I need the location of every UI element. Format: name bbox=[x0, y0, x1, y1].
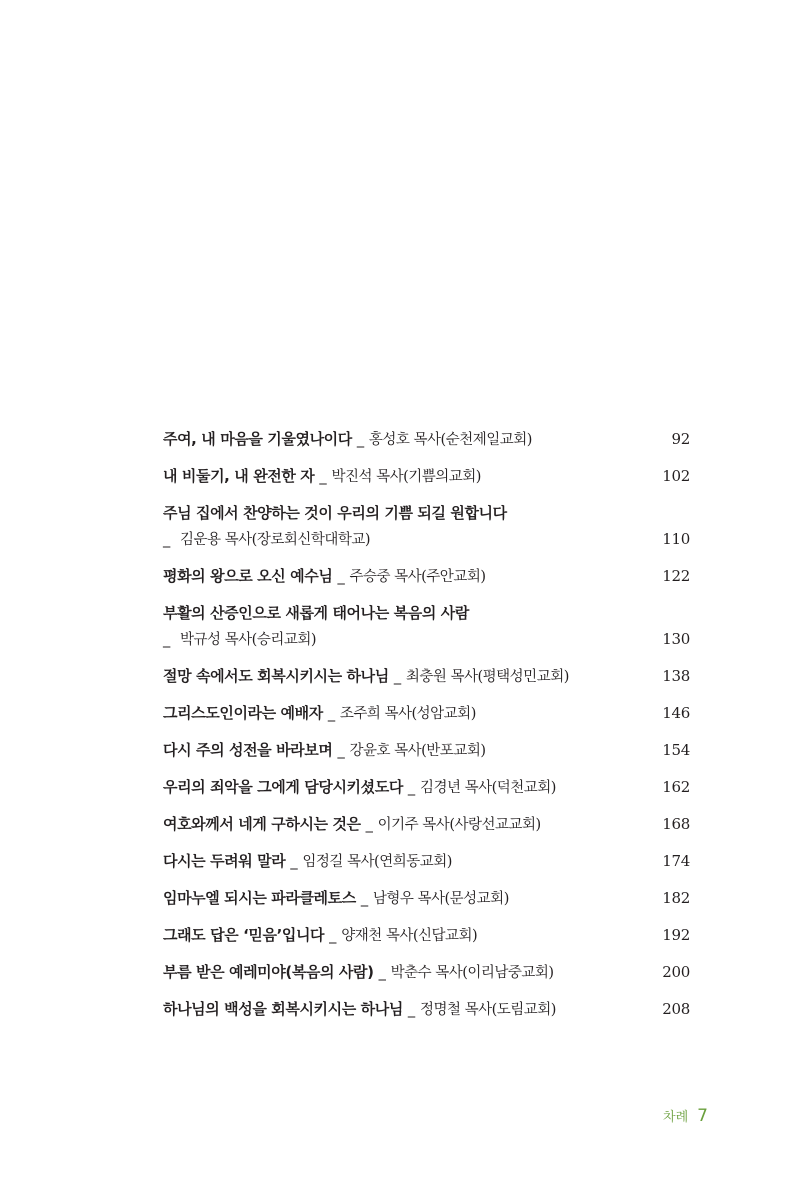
toc-page-number: 92 bbox=[671, 430, 690, 448]
toc-author: 남형우 목사(문성교회) bbox=[372, 891, 509, 907]
footer-section-label: 차례 bbox=[663, 1110, 689, 1125]
toc-entry bbox=[163, 811, 690, 837]
toc-entry bbox=[163, 463, 690, 489]
toc-separator: _ bbox=[360, 891, 369, 907]
table-of-contents bbox=[163, 426, 690, 1033]
toc-separator: _ bbox=[319, 469, 327, 485]
toc-entry bbox=[163, 885, 690, 911]
toc-separator: _ bbox=[407, 780, 416, 796]
toc-author: 강윤호 목사(반포교회) bbox=[349, 743, 486, 759]
toc-page-number: 192 bbox=[662, 926, 690, 944]
toc-entry bbox=[163, 959, 690, 985]
toc-author: 이기주 목사(사랑선교교회) bbox=[377, 817, 541, 833]
toc-title: 다시 주의 성전을 바라보며 bbox=[163, 741, 333, 759]
toc-title: 하나님의 백성을 회복시키시는 하나님 bbox=[163, 1000, 403, 1018]
toc-entry bbox=[163, 922, 690, 948]
toc-title: 절망 속에서도 회복시키시는 하나님 bbox=[163, 667, 389, 685]
toc-page-number: 154 bbox=[662, 741, 690, 759]
toc-entry bbox=[163, 700, 690, 726]
toc-title: 여호와께서 네게 구하시는 것은 bbox=[163, 815, 361, 833]
toc-page-number: 182 bbox=[662, 889, 690, 907]
toc-title: 부활의 산증인으로 새롭게 태어나는 복음의 사람 bbox=[163, 604, 469, 622]
toc-separator: _ bbox=[337, 569, 345, 585]
toc-separator: _ bbox=[327, 706, 336, 722]
toc-separator: _ bbox=[378, 965, 386, 981]
toc-page-number: 200 bbox=[662, 963, 690, 981]
toc-page-number: 130 bbox=[662, 630, 690, 648]
toc-author: 주승중 목사(주안교회) bbox=[349, 569, 486, 585]
toc-separator: _ bbox=[290, 854, 298, 870]
toc-separator: _ bbox=[393, 669, 402, 685]
toc-entry bbox=[163, 600, 690, 652]
toc-title: 주님 집에서 찬양하는 것이 우리의 기쁨 되길 원합니다 bbox=[163, 504, 507, 522]
toc-separator: _ bbox=[163, 532, 171, 548]
toc-title: 그래도 답은 ‘믿음’입니다 bbox=[163, 926, 325, 944]
toc-separator: _ bbox=[163, 632, 171, 648]
toc-page-number: 138 bbox=[662, 667, 690, 685]
toc-entry bbox=[163, 663, 690, 689]
toc-title: 부름 받은 예레미야(복음의 사람) bbox=[163, 963, 374, 981]
toc-entry bbox=[163, 848, 690, 874]
toc-entry bbox=[163, 737, 690, 763]
toc-title: 임마누엘 되시는 파라클레토스 bbox=[163, 889, 356, 907]
toc-separator: _ bbox=[407, 1002, 416, 1018]
toc-title: 그리스도인이라는 예배자 bbox=[163, 704, 323, 722]
toc-entry bbox=[163, 774, 690, 800]
toc-author: 박춘수 목사(이리남중교회) bbox=[390, 965, 554, 981]
page-footer bbox=[663, 1106, 708, 1126]
toc-page-number: 122 bbox=[662, 567, 690, 585]
toc-author: 박규성 목사(승리교회) bbox=[180, 632, 317, 648]
toc-page-number: 208 bbox=[662, 1000, 690, 1018]
toc-author: 홍성호 목사(순천제일교회) bbox=[368, 432, 532, 448]
toc-title: 우리의 죄악을 그에게 담당시키셨도다 bbox=[163, 778, 403, 796]
toc-author: 임정길 목사(연희동교회) bbox=[302, 854, 452, 870]
toc-entry bbox=[163, 500, 690, 552]
toc-page-number: 102 bbox=[662, 467, 690, 485]
toc-page-number: 168 bbox=[662, 815, 690, 833]
toc-title: 주여, 내 마음을 기울였나이다 bbox=[163, 430, 352, 448]
toc-separator: _ bbox=[337, 743, 345, 759]
toc-author: 김경년 목사(덕천교회) bbox=[419, 780, 556, 796]
toc-page-number: 174 bbox=[662, 852, 690, 870]
toc-separator: _ bbox=[329, 928, 337, 944]
toc-page-number: 162 bbox=[662, 778, 690, 796]
toc-page-number: 146 bbox=[662, 704, 690, 722]
toc-author: 김운용 목사(장로회신학대학교) bbox=[180, 532, 371, 548]
toc-entry bbox=[163, 563, 690, 589]
toc-author: 박진석 목사(기쁨의교회) bbox=[331, 469, 481, 485]
toc-separator: _ bbox=[356, 432, 365, 448]
toc-author: 조주희 목사(성암교회) bbox=[339, 706, 476, 722]
toc-separator: _ bbox=[365, 817, 373, 833]
toc-entry bbox=[163, 426, 690, 452]
toc-author: 정명철 목사(도림교회) bbox=[419, 1002, 556, 1018]
toc-entry bbox=[163, 996, 690, 1022]
toc-author: 최충원 목사(평택성민교회) bbox=[405, 669, 569, 685]
toc-title: 다시는 두려워 말라 bbox=[163, 852, 286, 870]
toc-author: 양재천 목사(신답교회) bbox=[341, 928, 478, 944]
toc-page-number: 110 bbox=[662, 530, 690, 548]
footer-page-number: 7 bbox=[697, 1106, 708, 1126]
toc-title: 내 비둘기, 내 완전한 자 bbox=[163, 467, 315, 485]
toc-title: 평화의 왕으로 오신 예수님 bbox=[163, 567, 333, 585]
